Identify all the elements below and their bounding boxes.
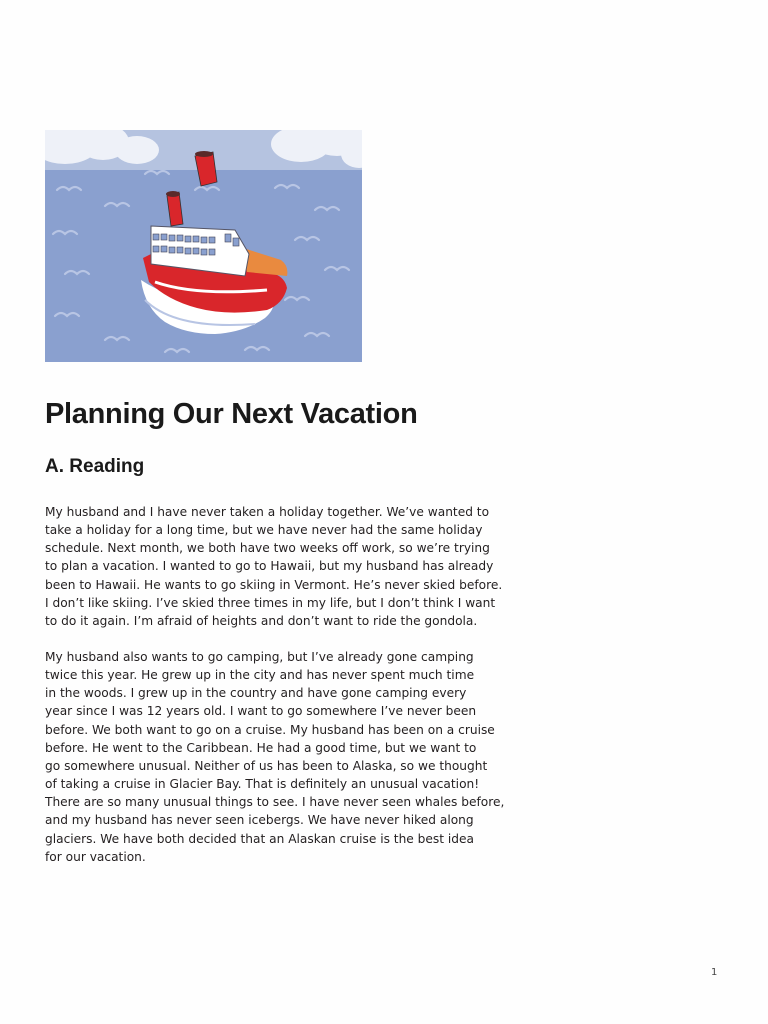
- text-line: of taking a cruise in Glacier Bay. That is definitely an unusual vacation!: [45, 777, 480, 792]
- text-line: and my husband has never seen icebergs. We have never hiked along: [45, 813, 474, 828]
- cruise-ship-illustration: [45, 130, 362, 362]
- text-line: been to Hawaii. He wants to go skiing in Vermont. He’s never skied before.: [45, 577, 503, 592]
- text-line: schedule. Next month, we both have two weeks off work, so we’re trying: [45, 541, 490, 556]
- text-line: My husband and I have never taken a holiday together. We’ve wanted to: [45, 505, 490, 519]
- text-line: go somewhere unusual. Neither of us has been to Alaska, so we thought: [45, 758, 488, 773]
- text-line: twice this year. He grew up in the city and has never spent much time: [45, 668, 475, 683]
- text-line: There are so many unusual things to see. I have never seen whales before,: [45, 795, 505, 810]
- text-line: My husband also wants to go camping, but I’ve already gone camping: [45, 650, 474, 664]
- text-line: in the woods. I grew up in the country and have gone camping every: [45, 686, 467, 701]
- paragraph-2: [45, 648, 505, 866]
- text-line: before. He went to the Caribbean. He had a good time, but we want to: [45, 740, 477, 755]
- section-heading: A. Reading: [45, 456, 145, 477]
- page-number: 1: [711, 967, 718, 978]
- paragraph-1: [45, 503, 503, 630]
- page-title: Planning Our Next Vacation: [45, 398, 418, 430]
- text-line: to do it again. I’m afraid of heights and don’t want to ride the gondola.: [45, 613, 478, 628]
- text-line: for our vacation.: [45, 849, 146, 864]
- text-line: glaciers. We have both decided that an Alaskan cruise is the best idea: [45, 831, 475, 846]
- text-line: to plan a vacation. I wanted to go to Hawaii, but my husband has already: [45, 559, 494, 574]
- text-line: take a holiday for a long time, but we have never had the same holiday: [45, 523, 483, 538]
- text-line: year since I was 12 years old. I want to go somewhere I’ve never been: [45, 704, 477, 719]
- text-line: I don’t like skiing. I’ve skied three times in my life, but I don’t think I want: [45, 595, 496, 610]
- text-line: before. We both want to go on a cruise. My husband has been on a cruise: [45, 722, 495, 737]
